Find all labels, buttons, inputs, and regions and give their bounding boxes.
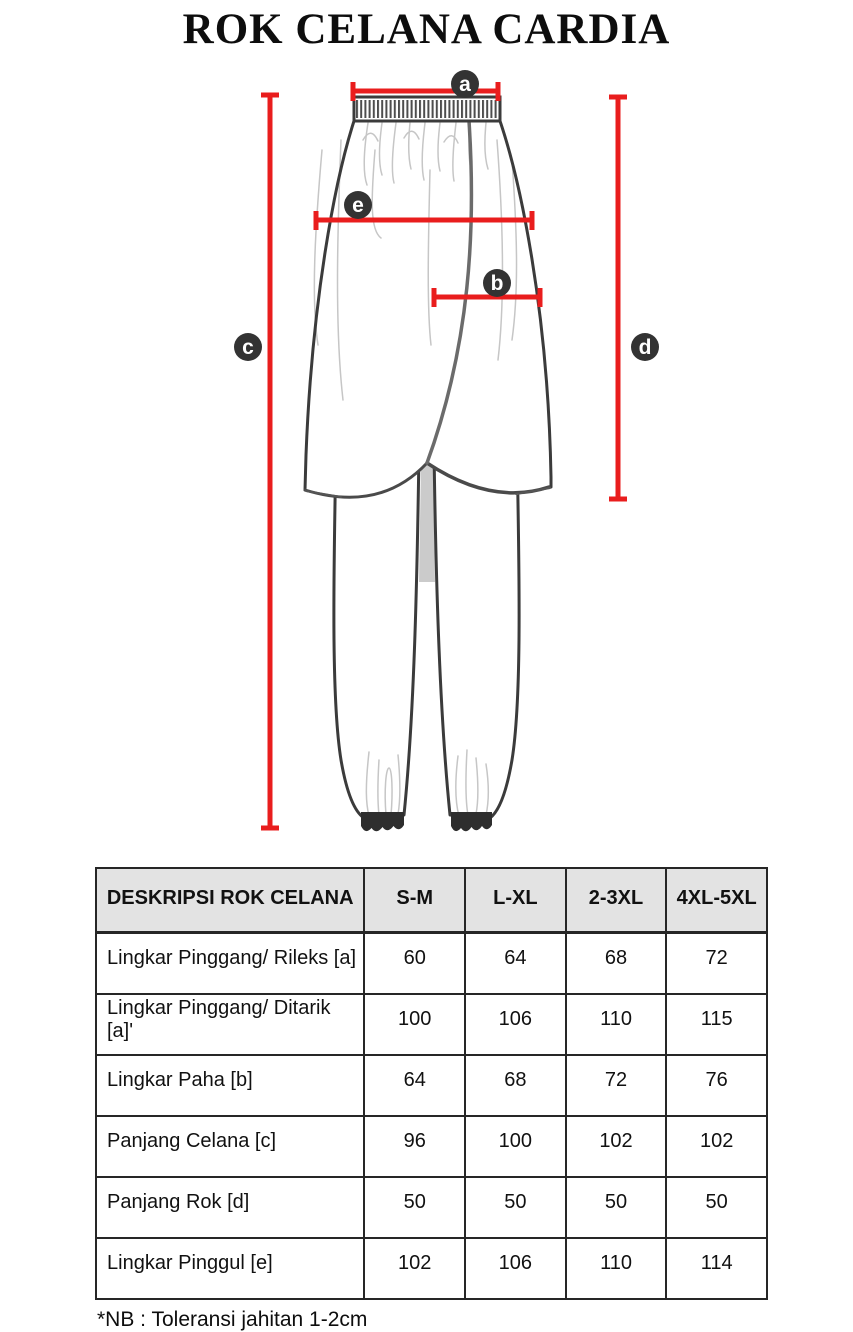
page-title: ROK CELANA CARDIA: [182, 6, 671, 53]
size-value-cell: 50: [364, 1177, 465, 1238]
size-value-cell: 100: [465, 1116, 566, 1177]
size-value-cell: 50: [566, 1177, 667, 1238]
table-row: [96, 1177, 767, 1238]
svg-text:d: d: [638, 336, 652, 359]
crotch-shading: [419, 462, 435, 582]
size-table: [95, 867, 768, 1300]
size-value-cell: 100: [364, 994, 465, 1055]
dim-label-a: [451, 70, 479, 98]
size-value-cell: 102: [364, 1238, 465, 1299]
size-value-cell: 110: [566, 1238, 667, 1299]
size-value-cell: 50: [666, 1177, 767, 1238]
footnote: *NB : Toleransi jahitan 1-2cm: [97, 1308, 368, 1331]
table-header-row: [96, 868, 767, 933]
size-value-cell: 72: [666, 933, 767, 995]
size-value-cell: 114: [666, 1238, 767, 1299]
svg-text:c: c: [242, 336, 254, 359]
row-label: Lingkar Pinggang/ Rileks [a]: [96, 933, 364, 995]
dim-label-b: [483, 269, 511, 297]
size-value-cell: 110: [566, 994, 667, 1055]
row-label: Panjang Celana [c]: [96, 1116, 364, 1177]
svg-text:e: e: [352, 194, 364, 217]
size-value-cell: 106: [465, 994, 566, 1055]
table-row: [96, 933, 767, 995]
dim-label-d: [631, 333, 659, 361]
waistband: [354, 97, 500, 121]
row-label: Lingkar Pinggul [e]: [96, 1238, 364, 1299]
size-value-cell: 68: [465, 1055, 566, 1116]
size-value-cell: 72: [566, 1055, 667, 1116]
size-value-cell: 115: [666, 994, 767, 1055]
dim-line-c: [261, 95, 279, 828]
size-value-cell: 60: [364, 933, 465, 995]
table-row: [96, 994, 767, 1055]
row-label: Panjang Rok [d]: [96, 1177, 364, 1238]
size-value-cell: 50: [465, 1177, 566, 1238]
dim-label-c: [234, 333, 262, 361]
row-label: Lingkar Paha [b]: [96, 1055, 364, 1116]
svg-text:b: b: [490, 272, 504, 295]
size-value-cell: 102: [566, 1116, 667, 1177]
size-value-cell: 68: [566, 933, 667, 995]
garment-diagram: [0, 60, 853, 860]
col-header-description: DESKRIPSI ROK CELANA: [96, 868, 364, 933]
table-row: [96, 1116, 767, 1177]
row-label: Lingkar Pinggang/ Ditarik [a]': [96, 994, 364, 1055]
col-header-size-sm: S-M: [364, 868, 465, 933]
col-header-size-23xl: 2-3XL: [566, 868, 667, 933]
size-value-cell: 64: [465, 933, 566, 995]
col-header-size-4xl5xl: 4XL-5XL: [666, 868, 767, 933]
size-value-cell: 96: [364, 1116, 465, 1177]
col-header-size-lxl: L-XL: [465, 868, 566, 933]
svg-text:a: a: [459, 73, 471, 96]
dim-line-d: [609, 97, 627, 499]
dim-label-e: [344, 191, 372, 219]
ankle-cuffs: [361, 812, 492, 831]
size-value-cell: 102: [666, 1116, 767, 1177]
size-value-cell: 106: [465, 1238, 566, 1299]
table-row: [96, 1238, 767, 1299]
table-row: [96, 1055, 767, 1116]
size-value-cell: 64: [364, 1055, 465, 1116]
size-value-cell: 76: [666, 1055, 767, 1116]
